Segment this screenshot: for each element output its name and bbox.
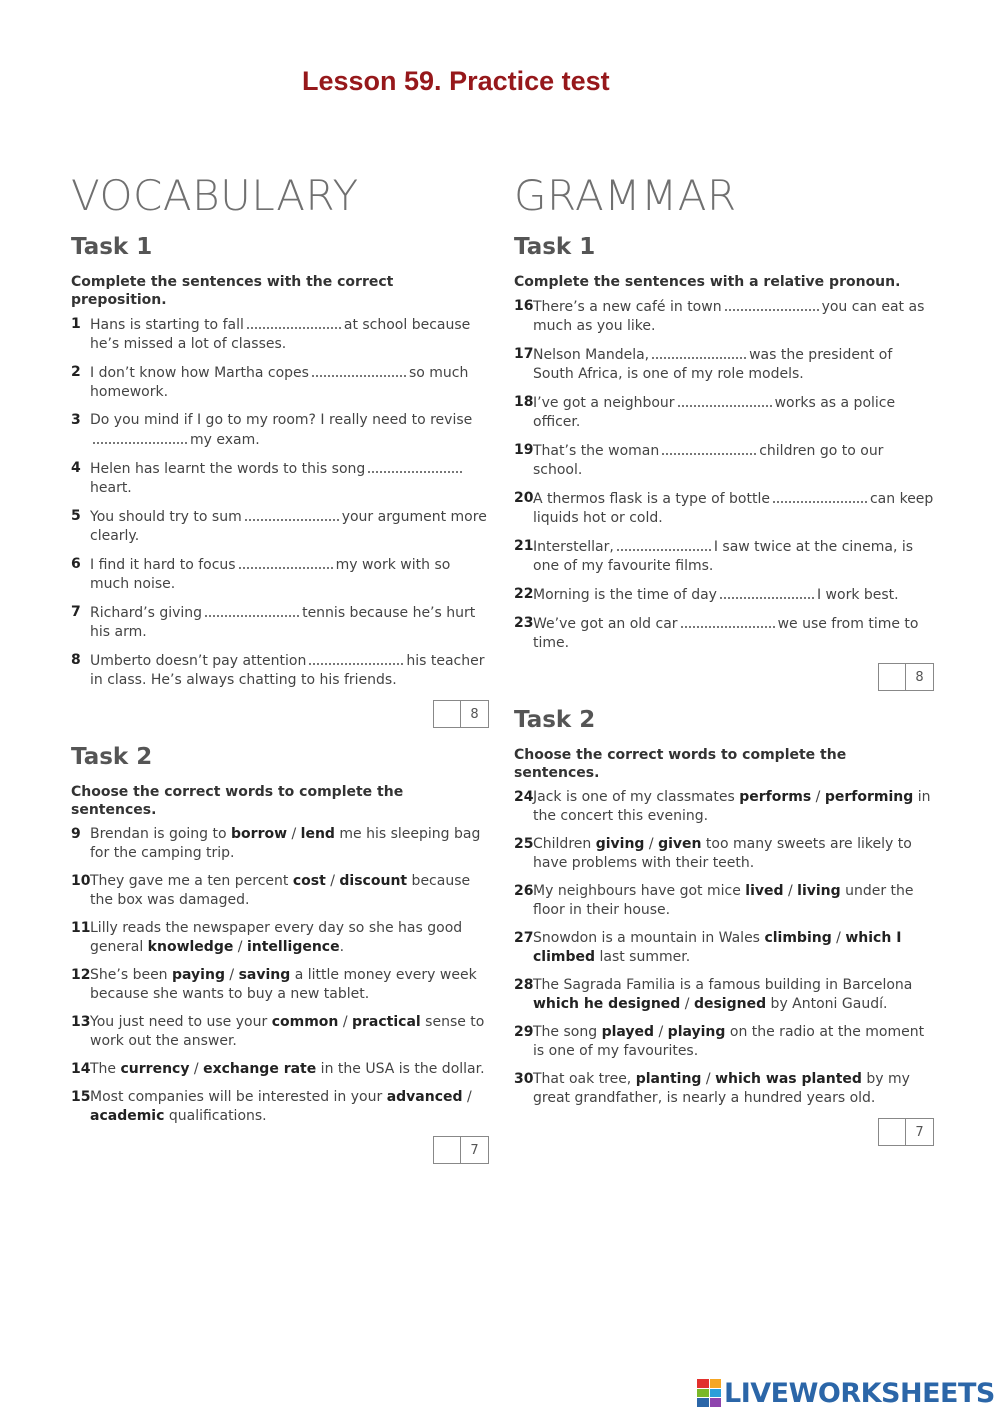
option-a[interactable]: borrow <box>231 826 288 842</box>
list-item <box>514 882 934 920</box>
item-text-post: by my great grandfather, is nearly a hundred years old. <box>533 1071 910 1106</box>
list-item <box>71 1060 489 1079</box>
item-number: 16 <box>514 298 534 314</box>
item-text-after: my exam. <box>190 432 260 448</box>
logo-tile <box>710 1389 722 1398</box>
logo-tile <box>710 1379 722 1388</box>
grammar-task1-instruction: Complete the sentences with a relative pronoun. <box>514 274 901 290</box>
vocab-task2-heading: Task 2 <box>71 744 153 770</box>
item-text-before: Morning is the time of day <box>533 587 717 603</box>
option-b[interactable]: which I climbed <box>533 930 902 965</box>
item-text-after: at school because he’s missed a lot of classes. <box>90 317 471 352</box>
item-text-after: heart. <box>90 480 132 496</box>
list-item <box>71 651 489 690</box>
option-a[interactable]: common <box>271 1014 339 1030</box>
item-number: 20 <box>514 490 534 506</box>
item-text-after: so much homework. <box>90 365 469 400</box>
answer-gap[interactable] <box>309 651 403 665</box>
item-number: 13 <box>71 1014 91 1030</box>
score-total: 7 <box>461 1136 489 1164</box>
list-item <box>71 1013 489 1051</box>
item-text-after: was the president of South Africa, is one of my role models. <box>533 347 893 382</box>
item-number: 17 <box>514 346 534 362</box>
item-text-pre: That oak tree, <box>533 1071 636 1087</box>
item-text-post: in the concert this evening. <box>533 789 931 824</box>
item-number: 21 <box>514 538 534 554</box>
item-text-pre: Children <box>533 836 596 852</box>
list-item <box>71 1088 489 1126</box>
grammar-task1-heading: Task 1 <box>514 234 596 260</box>
list-item <box>71 459 489 498</box>
option-a[interactable]: climbing <box>764 930 832 946</box>
item-text-pre: Snowdon is a mountain in Wales <box>533 930 765 946</box>
item-text-after: my work with so much noise. <box>90 557 451 592</box>
option-a[interactable]: paying <box>172 967 225 983</box>
list-item <box>71 603 489 642</box>
item-text-pre: She’s been <box>90 967 173 983</box>
item-text-post: last summer. <box>595 949 691 965</box>
list-item <box>514 1023 934 1061</box>
option-a[interactable]: knowledge <box>147 939 234 955</box>
grammar-task2-score <box>514 1118 934 1146</box>
list-item <box>514 489 934 528</box>
logo-tile <box>697 1379 709 1388</box>
item-number: 1 <box>71 316 81 332</box>
item-text-before: A thermos flask is a type of bottle <box>533 491 770 507</box>
item-text-before: We’ve got an old car <box>533 616 678 632</box>
option-a[interactable]: cost <box>292 873 326 889</box>
logo-text: LIVEWORKSHEETS <box>724 1377 995 1409</box>
list-item <box>71 507 489 546</box>
option-b[interactable]: living <box>797 883 841 899</box>
item-number: 18 <box>514 394 534 410</box>
item-text-pre: Jack is one of my classmates <box>533 789 740 805</box>
page-title: Lesson 59. Practice test <box>302 66 610 96</box>
item-text-post: by Antoni Gaudí. <box>766 996 888 1012</box>
item-number: 25 <box>514 836 534 852</box>
option-separator: / <box>287 826 301 842</box>
answer-gap[interactable] <box>93 430 187 444</box>
item-number: 9 <box>71 826 81 842</box>
grammar-task2-list <box>514 788 934 1108</box>
item-text-pre: They gave me a ten percent <box>90 873 293 889</box>
answer-gap[interactable] <box>681 614 775 628</box>
item-number: 30 <box>514 1071 534 1087</box>
list-item <box>514 297 934 336</box>
answer-gap[interactable] <box>720 585 814 599</box>
item-number: 2 <box>71 364 81 380</box>
list-item <box>514 537 934 576</box>
list-item <box>514 393 934 432</box>
grammar-section <box>514 170 934 1146</box>
score-input-box[interactable] <box>433 700 461 728</box>
item-number: 24 <box>514 789 534 805</box>
item-number: 23 <box>514 615 534 631</box>
answer-gap[interactable] <box>652 345 746 359</box>
logo-tile <box>697 1398 709 1407</box>
item-text-before: Interstellar, <box>533 539 614 555</box>
option-b[interactable]: playing <box>667 1024 726 1040</box>
answer-gap[interactable] <box>312 363 406 377</box>
score-input-box[interactable] <box>433 1136 461 1164</box>
item-text-before: I find it hard to focus <box>90 557 236 573</box>
item-text-post: on the radio at the moment is one of my favourites. <box>533 1024 925 1059</box>
item-text-after: I work best. <box>816 587 899 603</box>
option-b[interactable]: designed <box>693 996 767 1012</box>
item-text-after: can keep liquids hot or cold. <box>533 491 934 526</box>
item-number: 29 <box>514 1024 534 1040</box>
item-text-post: in the USA is the dollar. <box>316 1061 485 1077</box>
option-separator: / <box>325 873 340 889</box>
item-text-post: a little money every week because she wants to buy a new tablet. <box>90 967 477 1002</box>
option-b[interactable]: intelligence <box>246 939 340 955</box>
item-number: 11 <box>71 920 91 936</box>
item-text-after: your argument more clearly. <box>90 509 487 544</box>
option-a[interactable]: which he designed <box>533 996 681 1012</box>
item-text-post: me his sleeping bag for the camping trip. <box>90 826 481 861</box>
liveworksheets-logo[interactable] <box>697 1377 995 1409</box>
vocab-task2-instruction: Choose the correct words to complete the sentences. <box>71 784 404 818</box>
list-item <box>71 363 489 402</box>
item-number: 14 <box>71 1061 91 1077</box>
item-text-pre: You just need to use your <box>90 1014 272 1030</box>
vocab-task2-list <box>71 825 489 1126</box>
item-text-before: You should try to sum <box>90 509 242 525</box>
score-total: 8 <box>461 700 489 728</box>
item-text-before: Do you mind if I go to my room? I really need to revise <box>90 412 473 428</box>
answer-gap[interactable] <box>245 507 339 521</box>
grammar-task2-heading: Task 2 <box>514 707 596 733</box>
answer-gap[interactable] <box>205 603 299 617</box>
logo-mark-icon <box>697 1379 721 1407</box>
option-separator: / <box>831 930 846 946</box>
item-text-after: tennis because he’s hurt his arm. <box>90 605 476 640</box>
answer-gap[interactable] <box>662 441 756 455</box>
grammar-task1-list <box>514 297 934 653</box>
list-item <box>71 966 489 1004</box>
answer-gap[interactable] <box>617 537 711 551</box>
vocab-task1-heading: Task 1 <box>71 234 153 260</box>
option-b[interactable]: discount <box>339 873 408 889</box>
vocab-task1-instruction: Complete the sentences with the correct preposition. <box>71 274 394 308</box>
list-item <box>71 919 489 957</box>
vocabulary-section <box>71 170 489 1164</box>
item-text-before: I’ve got a neighbour <box>533 395 675 411</box>
grammar-heading: GRAMMAR <box>514 171 737 220</box>
list-item <box>514 345 934 384</box>
item-text-post: sense to work out the answer. <box>90 1014 485 1049</box>
item-text-after: children go to our school. <box>533 443 884 478</box>
item-number: 5 <box>71 508 81 524</box>
item-number: 26 <box>514 883 534 899</box>
option-separator: / <box>224 967 239 983</box>
answer-gap[interactable] <box>368 459 462 473</box>
option-b[interactable]: performing <box>824 789 914 805</box>
answer-gap[interactable] <box>773 489 867 503</box>
item-text-pre: My neighbours have got mice <box>533 883 746 899</box>
item-text-post: because the box was damaged. <box>90 873 471 908</box>
vocab-task2-score <box>71 1136 489 1164</box>
list-item <box>514 788 934 826</box>
option-separator: / <box>811 789 825 805</box>
option-a[interactable]: performs <box>739 789 812 805</box>
item-text-before: That’s the woman <box>533 443 660 459</box>
option-a[interactable]: giving <box>595 836 645 852</box>
option-b[interactable]: practical <box>352 1014 421 1030</box>
option-b[interactable]: which was planted <box>715 1071 862 1087</box>
item-number: 28 <box>514 977 534 993</box>
option-a[interactable]: planting <box>635 1071 702 1087</box>
option-b[interactable]: given <box>658 836 702 852</box>
item-number: 7 <box>71 604 81 620</box>
item-text-before: Nelson Mandela, <box>533 347 650 363</box>
score-input-box[interactable] <box>878 1118 906 1146</box>
list-item <box>514 585 934 605</box>
option-a[interactable]: currency <box>120 1061 190 1077</box>
answer-gap[interactable] <box>247 315 341 329</box>
item-text-pre: Lilly reads the newspaper every day so she has good general <box>90 920 463 955</box>
vocab-task1-list <box>71 315 489 690</box>
item-number: 22 <box>514 586 534 602</box>
item-text-after: works as a police officer. <box>533 395 896 430</box>
option-separator: / <box>654 1024 668 1040</box>
item-text-pre: Brendan is going to <box>90 826 232 842</box>
list-item <box>514 441 934 480</box>
item-text-before: Richard’s giving <box>90 605 203 621</box>
item-number: 19 <box>514 442 534 458</box>
item-number: 8 <box>71 652 81 668</box>
item-number: 6 <box>71 556 81 572</box>
option-separator: / <box>233 939 247 955</box>
item-text-pre: The song <box>533 1024 602 1040</box>
option-b[interactable]: academic <box>90 1108 165 1124</box>
item-text-after: we use from time to time. <box>533 616 919 651</box>
item-text-post: qualifications. <box>164 1108 267 1124</box>
list-item <box>514 614 934 653</box>
option-separator: / <box>680 996 694 1012</box>
logo-tile <box>710 1398 722 1407</box>
list-item <box>71 315 489 354</box>
item-text-before: Umberto doesn’t pay attention <box>90 653 307 669</box>
list-item <box>514 976 934 1014</box>
option-a[interactable]: lived <box>745 883 784 899</box>
list-item <box>71 872 489 910</box>
vocabulary-heading: VOCABULARY <box>71 171 359 220</box>
score-total: 8 <box>906 663 934 691</box>
grammar-task1-score <box>514 663 934 691</box>
item-number: 15 <box>71 1089 91 1105</box>
list-item <box>514 929 934 967</box>
option-separator: / <box>462 1089 472 1105</box>
item-text-post: under the floor in their house. <box>533 883 914 918</box>
item-text-before: I don’t know how Martha copes <box>90 365 309 381</box>
item-number: 4 <box>71 460 81 476</box>
item-text-pre: The Sagrada Familia is a famous building in Barcelona <box>533 977 913 993</box>
option-separator: / <box>783 883 798 899</box>
score-input-box[interactable] <box>878 663 906 691</box>
option-separator: / <box>338 1014 352 1030</box>
item-text-after: I saw twice at the cinema, is one of my favourite films. <box>533 539 914 574</box>
item-text-before: Hans is starting to fall <box>90 317 244 333</box>
item-text-pre: Most companies will be interested in your <box>90 1089 387 1105</box>
vocab-task1-score <box>71 700 489 728</box>
answer-gap[interactable] <box>678 393 772 407</box>
item-text-before: There’s a new café in town <box>533 299 722 315</box>
item-text-after: his teacher in class. He’s always chatting to his friends. <box>90 653 485 688</box>
item-text-after: you can eat as much as you like. <box>533 299 925 334</box>
score-total: 7 <box>906 1118 934 1146</box>
option-a[interactable]: advanced <box>386 1089 463 1105</box>
option-separator: / <box>701 1071 716 1087</box>
option-b[interactable]: saving <box>238 967 291 983</box>
option-a[interactable]: played <box>601 1024 655 1040</box>
grammar-task2-instruction: Choose the correct words to complete the sentences. <box>514 747 847 781</box>
item-text-pre: The <box>90 1061 121 1077</box>
item-number: 3 <box>71 412 81 428</box>
option-separator: / <box>189 1061 204 1077</box>
list-item <box>71 825 489 863</box>
item-number: 10 <box>71 873 91 889</box>
logo-tile <box>697 1389 709 1398</box>
list-item <box>71 411 489 450</box>
list-item <box>71 555 489 594</box>
option-b[interactable]: exchange rate <box>203 1061 317 1077</box>
answer-gap[interactable] <box>239 555 333 569</box>
list-item <box>514 835 934 873</box>
item-number: 12 <box>71 967 91 983</box>
list-item <box>514 1070 934 1108</box>
item-text-post: too many sweets are likely to have problems with their teeth. <box>533 836 912 871</box>
item-text-before: Helen has learnt the words to this song <box>90 461 366 477</box>
item-number: 27 <box>514 930 534 946</box>
item-text-post: . <box>339 939 345 955</box>
option-b[interactable]: lend <box>300 826 335 842</box>
option-separator: / <box>644 836 659 852</box>
answer-gap[interactable] <box>725 297 819 311</box>
